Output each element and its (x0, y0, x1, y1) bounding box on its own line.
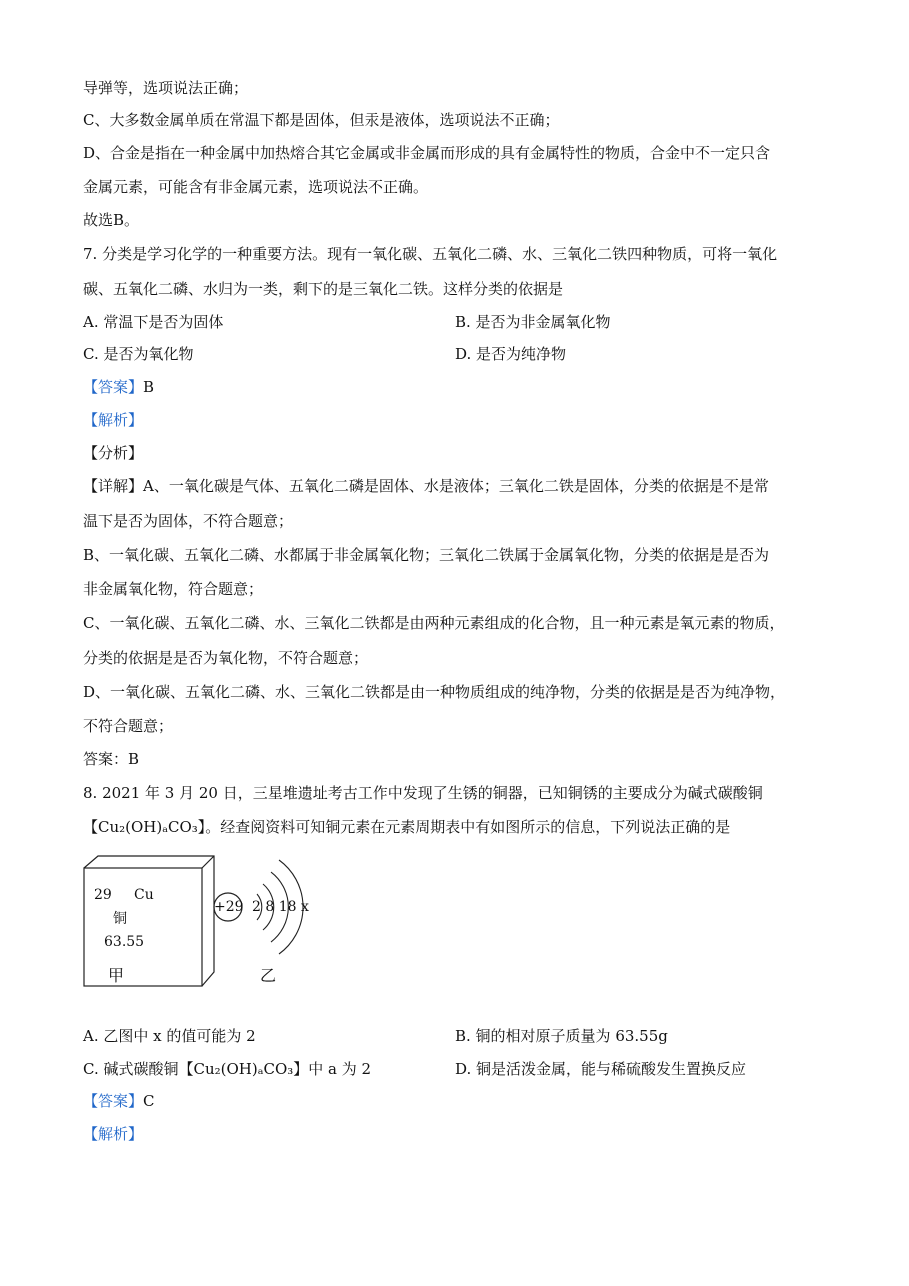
text-line: 故选B。 (83, 211, 140, 229)
detail-line (83, 476, 769, 496)
q7-option-b: B. 是否为非金属氧化物 (455, 313, 611, 331)
element-cell-figure (80, 852, 220, 992)
atomic-mass: 63.55 (104, 934, 145, 950)
question-8-stem: 8. 2021 年 3 月 20 日，三星堆遗址考古工作中发现了生锈的铜器，已知铜锈的主要成分为碱式碳酸铜 (83, 784, 763, 802)
analysis-tag: 【解析】 (83, 411, 144, 429)
question-7-stem-cont: 碳、五氧化二磷、水归为一类，剩下的是三氧化二铁。这样分类的依据是 (83, 280, 564, 298)
detail-line: C、一氧化碳、五氧化二磷、水、三氧化二铁都是由两种元素组成的化合物，且一种元素是氧元素的物质， (83, 614, 785, 632)
analysis-tag: 【解析】 (83, 1125, 144, 1143)
detail-answer: 答案：B (83, 750, 140, 768)
figure-label-yi: 乙 (260, 966, 277, 985)
answer-value: C (143, 1092, 155, 1110)
q8-option-c: C. 碱式碳酸铜【Cu₂(OH)ₐCO₃】中 a 为 2 (83, 1060, 372, 1078)
element-symbol: Cu (134, 887, 154, 903)
q8-answer (83, 1091, 155, 1111)
q7-option-c: C. 是否为氧化物 (83, 345, 194, 363)
q7-option-a: A. 常温下是否为固体 (83, 313, 224, 331)
detail-text: A、一氧化碳是气体、五氧化二磷是固体、水是液体；三氧化二铁是固体，分类的依据是不是常 (143, 477, 769, 495)
detail-line: 分类的依据是是否为氧化物，不符合题意； (83, 649, 369, 667)
text-line: C、大多数金属单质在常温下都是固体，但汞是液体，选项说法不正确； (83, 111, 560, 129)
detail-line: D、一氧化碳、五氧化二磷、水、三氧化二铁都是由一种物质组成的纯净物，分类的依据是是否为纯净物， (83, 683, 786, 701)
question-7-stem: 7. 分类是学习化学的一种重要方法。现有一氧化碳、五氧化二磷、水、三氧化二铁四种物质，可将一氧化 (83, 245, 778, 263)
text-line: D、合金是指在一种金属中加热熔合其它金属或非金属而形成的具有金属特性的物质，合金中不一定只含 (83, 144, 771, 162)
electron-shells: 2 8 18 x (252, 899, 309, 915)
detail-tag: 【详解】 (83, 477, 144, 495)
detail-line: 温下是否为固体，不符合题意； (83, 512, 294, 530)
detail-line: 非金属氧化物，符合题意； (83, 580, 264, 598)
nucleus-charge: +29 (214, 899, 244, 915)
q7-answer (83, 377, 154, 397)
text-line: 金属元素，可能含有非金属元素，选项说法不正确。 (83, 178, 429, 196)
figure-label-jia: 甲 (108, 966, 125, 985)
element-name: 铜 (113, 911, 127, 927)
detail-line: B、一氧化碳、五氧化二磷、水都属于非金属氧化物；三氧化二铁属于金属氧化物，分类的依据是是否为 (83, 546, 770, 564)
detail-line: 不符合题意； (83, 717, 174, 735)
question-8-stem-cont: 【Cu₂(OH)ₐCO₃】。经查阅资料可知铜元素在元素周期表中有如图所示的信息，下列说法正确的是 (83, 818, 731, 836)
fenxi-tag: 【分析】 (83, 444, 144, 462)
answer-tag: 【答案】 (83, 1092, 144, 1110)
text-line: 导弹等，选项说法正确； (83, 79, 249, 97)
q8-option-d: D. 铜是活泼金属，能与稀硫酸发生置换反应 (455, 1060, 747, 1078)
answer-value: B (143, 378, 155, 396)
q8-option-a: A. 乙图中 x 的值可能为 2 (83, 1027, 256, 1045)
atomic-number: 29 (94, 887, 112, 903)
q7-option-d: D. 是否为纯净物 (455, 345, 567, 363)
answer-tag: 【答案】 (83, 378, 144, 396)
q8-option-b: B. 铜的相对原子质量为 63.55g (455, 1027, 668, 1045)
